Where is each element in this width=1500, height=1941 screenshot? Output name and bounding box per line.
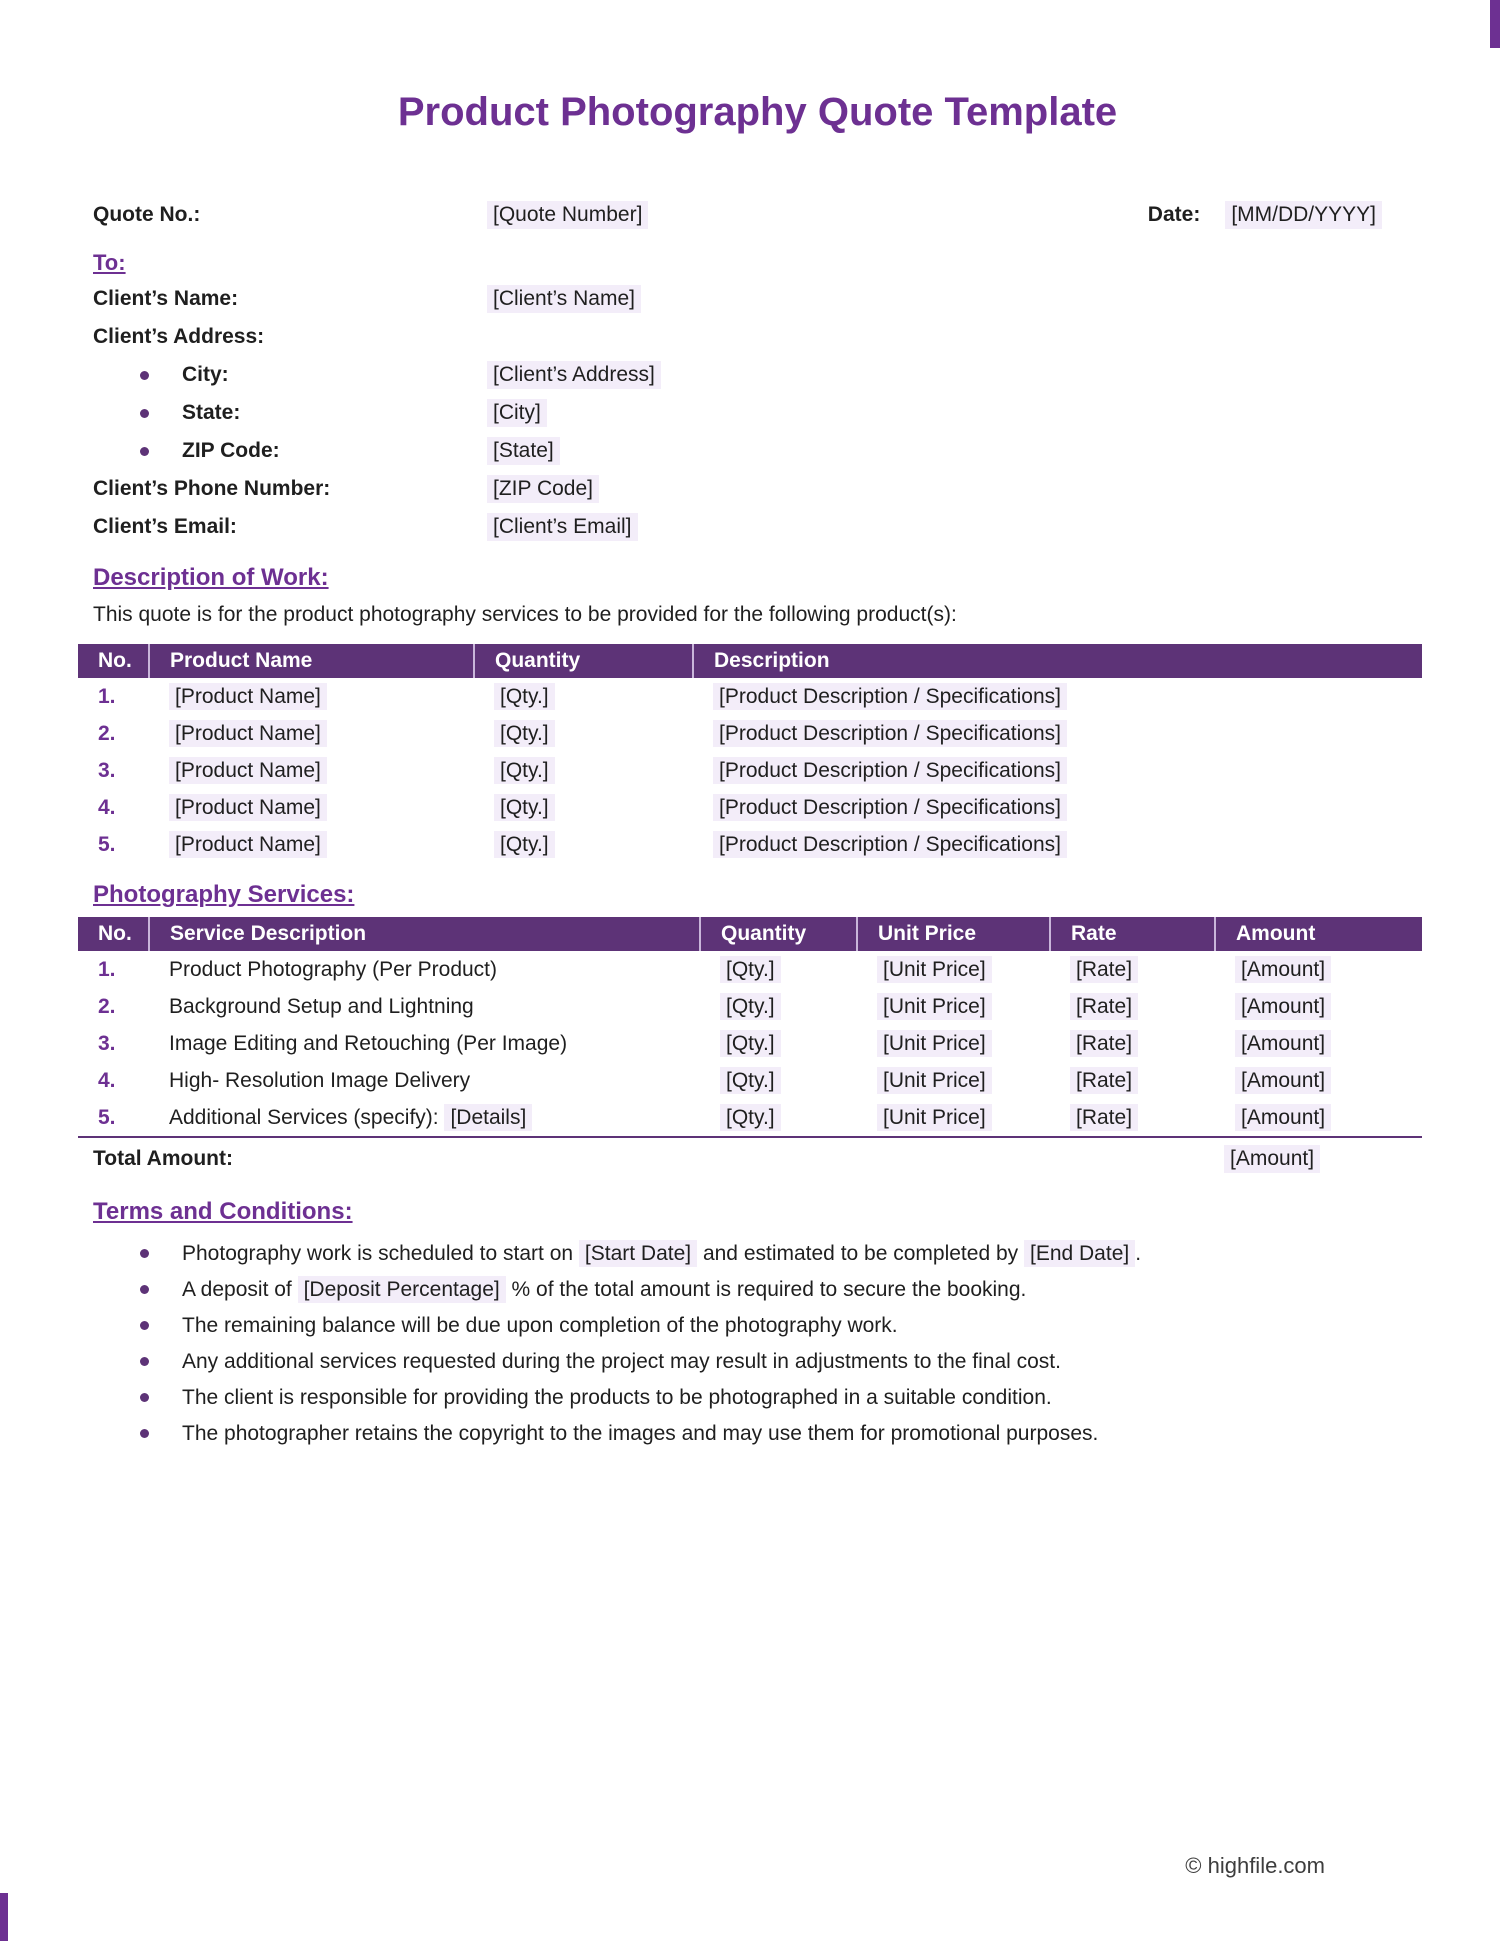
date-group [1148, 201, 1422, 229]
service-unit-price-cell [857, 1025, 1050, 1062]
service-rate-cell [1050, 1025, 1215, 1062]
to-section-heading: To: [93, 250, 126, 275]
services-table-row [78, 1025, 1422, 1062]
placeholder-field[interactable]: [Amount] [1235, 1104, 1331, 1131]
services-column-header: Unit Price [857, 917, 1050, 951]
row-number: 1. [98, 957, 116, 981]
placeholder-field[interactable]: [Product Description / Specifications] [713, 794, 1067, 821]
client-field-row-bulleted [93, 394, 1422, 432]
page-title: Product Photography Quote Template [397, 90, 1118, 134]
placeholder-field[interactable]: [Qty.] [720, 1030, 781, 1057]
terms-list-item: The photographer retains the copyright to the images and may use them for promotional purposes. [93, 1416, 1422, 1451]
placeholder-field[interactable]: [Amount] [1235, 956, 1331, 983]
client-field-row-bulleted [93, 356, 1422, 394]
bullet-icon [140, 371, 149, 380]
services-table-row [78, 1099, 1422, 1136]
product-qty-cell [474, 826, 693, 863]
product-name-cell [149, 715, 474, 752]
service-qty-cell [700, 1062, 857, 1099]
placeholder-field[interactable]: [Product Description / Specifications] [713, 757, 1067, 784]
placeholder-field[interactable]: [Product Name] [169, 794, 327, 821]
row-number: 4. [98, 795, 116, 819]
product-qty-cell [474, 752, 693, 789]
row-number: 2. [98, 994, 116, 1018]
products-table-row [78, 752, 1422, 789]
service-amount-cell [1215, 988, 1422, 1025]
quote-number-placeholder-field[interactable]: [Quote Number] [487, 201, 648, 229]
terms-list [93, 1236, 1422, 1451]
placeholder-field[interactable]: [Client’s Address] [487, 361, 661, 389]
service-rate-cell [1050, 1062, 1215, 1099]
product-qty-cell [474, 678, 693, 715]
description-of-work-heading: Description of Work: [93, 564, 329, 591]
client-field-row [93, 280, 1422, 318]
placeholder-field[interactable]: [Qty.] [494, 794, 555, 821]
services-table-row [78, 988, 1422, 1025]
placeholder-field[interactable]: [Product Name] [169, 757, 327, 784]
placeholder-field[interactable]: [Client’s Name] [487, 285, 641, 313]
product-name-cell [149, 826, 474, 863]
row-number: 5. [98, 832, 116, 856]
row-number: 5. [98, 1105, 116, 1129]
field-label: Client’s Address: [93, 325, 265, 348]
product-name-cell [149, 789, 474, 826]
row-number: 1. [98, 684, 116, 708]
service-qty-cell [700, 1025, 857, 1062]
client-fields-block [93, 280, 1422, 546]
placeholder-field[interactable]: [Unit Price] [877, 993, 992, 1020]
placeholder-field[interactable]: [Rate] [1070, 956, 1138, 983]
service-unit-price-cell [857, 1062, 1050, 1099]
bullet-icon [140, 409, 149, 418]
client-field-row [93, 470, 1422, 508]
client-field-row [93, 508, 1422, 546]
row-number: 3. [98, 758, 116, 782]
placeholder-field[interactable]: [Qty.] [720, 956, 781, 983]
service-amount-cell [1215, 1062, 1422, 1099]
service-description-cell: Additional Services (specify): [Details] [149, 1099, 700, 1136]
field-label-wrap [93, 401, 487, 425]
placeholder-field[interactable]: [State] [487, 437, 560, 465]
terms-list-item: A deposit of [Deposit Percentage] % of the total amount is required to secure the booking. [93, 1272, 1422, 1307]
service-qty-cell [700, 988, 857, 1025]
services-table-header-row [78, 917, 1422, 951]
placeholder-field[interactable]: [Rate] [1070, 1030, 1138, 1057]
placeholder-field[interactable]: [Qty.] [494, 757, 555, 784]
field-label: City: [182, 363, 229, 386]
date-placeholder-field[interactable]: [MM/DD/YYYY] [1225, 201, 1382, 229]
service-unit-price-cell [857, 951, 1050, 988]
service-qty-cell [700, 951, 857, 988]
terms-list-item: The client is responsible for providing the products to be photographed in a suitable condition. [93, 1380, 1422, 1415]
product-qty-cell [474, 715, 693, 752]
product-name-cell [149, 752, 474, 789]
field-label-wrap [93, 287, 487, 311]
products-column-header: Description [693, 644, 1422, 678]
services-column-header: Quantity [700, 917, 857, 951]
placeholder-field[interactable]: [Product Description / Specifications] [713, 720, 1067, 747]
field-label: State: [182, 401, 241, 424]
products-column-header: Product Name [149, 644, 474, 678]
terms-list-item: Photography work is scheduled to start on [Start Date] and estimated to be completed by [End Date] . [93, 1236, 1422, 1271]
row-number: 3. [98, 1031, 116, 1055]
placeholder-field[interactable]: [ZIP Code] [487, 475, 599, 503]
placeholder-field[interactable]: [Amount] [1235, 993, 1331, 1020]
products-column-header: No. [78, 644, 149, 678]
placeholder-field[interactable]: [Product Name] [169, 831, 327, 858]
total-amount-row [78, 1136, 1422, 1180]
placeholder-field[interactable]: [Qty.] [494, 683, 555, 710]
service-unit-price-cell [857, 1099, 1050, 1136]
placeholder-field[interactable]: [Rate] [1070, 1067, 1138, 1094]
field-label: ZIP Code: [182, 439, 280, 462]
placeholder-field[interactable]: [Product Description / Specifications] [713, 831, 1067, 858]
row-number: 4. [98, 1068, 116, 1092]
placeholder-field[interactable]: [Rate] [1070, 993, 1138, 1020]
product-qty-cell [474, 789, 693, 826]
description-intro-text: This quote is for the product photography services to be provided for the following product(s): [93, 603, 957, 626]
placeholder-field[interactable]: [Qty.] [494, 720, 555, 747]
bullet-icon [140, 447, 149, 456]
total-amount-label: Total Amount: [93, 1147, 233, 1170]
product-desc-cell [693, 789, 1422, 826]
placeholder-field[interactable]: [Qty.] [494, 831, 555, 858]
top-right-accent-bar [1490, 0, 1500, 48]
services-column-header: Amount [1215, 917, 1422, 951]
field-label-wrap [93, 477, 487, 501]
placeholder-field[interactable]: [Unit Price] [877, 956, 992, 983]
quote-number-label: Quote No.: [93, 203, 201, 226]
services-table [78, 917, 1422, 1136]
field-label: Client’s Phone Number: [93, 477, 331, 500]
service-description-cell: High- Resolution Image Delivery [169, 1068, 471, 1092]
services-table-row [78, 1062, 1422, 1099]
placeholder-field[interactable]: [Start Date] [579, 1240, 697, 1267]
products-table [78, 644, 1422, 863]
product-desc-cell [693, 826, 1422, 863]
field-label: Client’s Email: [93, 515, 237, 538]
service-rate-cell [1050, 1099, 1215, 1136]
service-amount-cell [1215, 1099, 1422, 1136]
service-unit-price-cell [857, 988, 1050, 1025]
quote-meta-row [93, 196, 1422, 234]
placeholder-field[interactable]: [Unit Price] [877, 1030, 992, 1057]
services-column-header: No. [78, 917, 149, 951]
product-desc-cell [693, 752, 1422, 789]
service-rate-cell [1050, 951, 1215, 988]
service-amount-cell [1215, 1025, 1422, 1062]
service-qty-cell [700, 1099, 857, 1136]
service-description-cell: Product Photography (Per Product) [169, 957, 498, 981]
total-amount-placeholder-field[interactable]: [Amount] [1224, 1145, 1320, 1173]
services-table-row [78, 951, 1422, 988]
row-number: 2. [98, 721, 116, 745]
placeholder-field[interactable]: [City] [487, 399, 547, 427]
product-name-cell [149, 678, 474, 715]
placeholder-field[interactable]: [Product Name] [169, 720, 327, 747]
placeholder-field[interactable]: [Product Name] [169, 683, 327, 710]
photography-services-heading: Photography Services: [93, 881, 355, 908]
placeholder-field[interactable]: [Client’s Email] [487, 513, 638, 541]
placeholder-field[interactable]: [Amount] [1235, 1030, 1331, 1057]
placeholder-field[interactable]: [End Date] [1024, 1240, 1135, 1267]
products-column-header: Quantity [474, 644, 693, 678]
client-field-row-bulleted [93, 432, 1422, 470]
placeholder-field[interactable]: [Rate] [1070, 1104, 1138, 1131]
placeholder-field[interactable]: [Amount] [1235, 1067, 1331, 1094]
services-column-header: Service Description [149, 917, 700, 951]
field-label-wrap [93, 363, 487, 387]
placeholder-field[interactable]: [Qty.] [720, 993, 781, 1020]
services-column-header: Rate [1050, 917, 1215, 951]
product-desc-cell [693, 715, 1422, 752]
placeholder-field[interactable]: [Qty.] [720, 1104, 781, 1131]
placeholder-field[interactable]: [Details] [444, 1104, 532, 1131]
service-rate-cell [1050, 988, 1215, 1025]
products-table-row [78, 789, 1422, 826]
date-label: Date: [1147, 203, 1201, 226]
bottom-left-accent-bar [0, 1893, 8, 1941]
field-label: Client’s Name: [93, 287, 239, 310]
field-label-wrap [93, 325, 487, 349]
placeholder-field[interactable]: [Unit Price] [877, 1067, 992, 1094]
product-desc-cell [693, 678, 1422, 715]
products-table-row [78, 715, 1422, 752]
service-description-cell: Image Editing and Retouching (Per Image) [169, 1031, 568, 1055]
products-table-header-row [78, 644, 1422, 678]
field-label-wrap [93, 515, 487, 539]
placeholder-field[interactable]: [Qty.] [720, 1067, 781, 1094]
products-table-row [78, 678, 1422, 715]
field-label-wrap [93, 439, 487, 463]
terms-list-item: The remaining balance will be due upon completion of the photography work. [93, 1308, 1422, 1343]
placeholder-field[interactable]: [Unit Price] [877, 1104, 992, 1131]
products-table-row [78, 826, 1422, 863]
client-field-row [93, 318, 1422, 356]
placeholder-field[interactable]: [Product Description / Specifications] [713, 683, 1067, 710]
service-description-cell: Background Setup and Lightning [169, 994, 474, 1018]
copyright-footer: © highfile.com [1185, 1853, 1325, 1878]
terms-list-item: Any additional services requested during the project may result in adjustments to the final cost. [93, 1344, 1422, 1379]
terms-heading: Terms and Conditions: [93, 1198, 353, 1225]
service-amount-cell [1215, 951, 1422, 988]
placeholder-field[interactable]: [Deposit Percentage] [298, 1276, 506, 1303]
